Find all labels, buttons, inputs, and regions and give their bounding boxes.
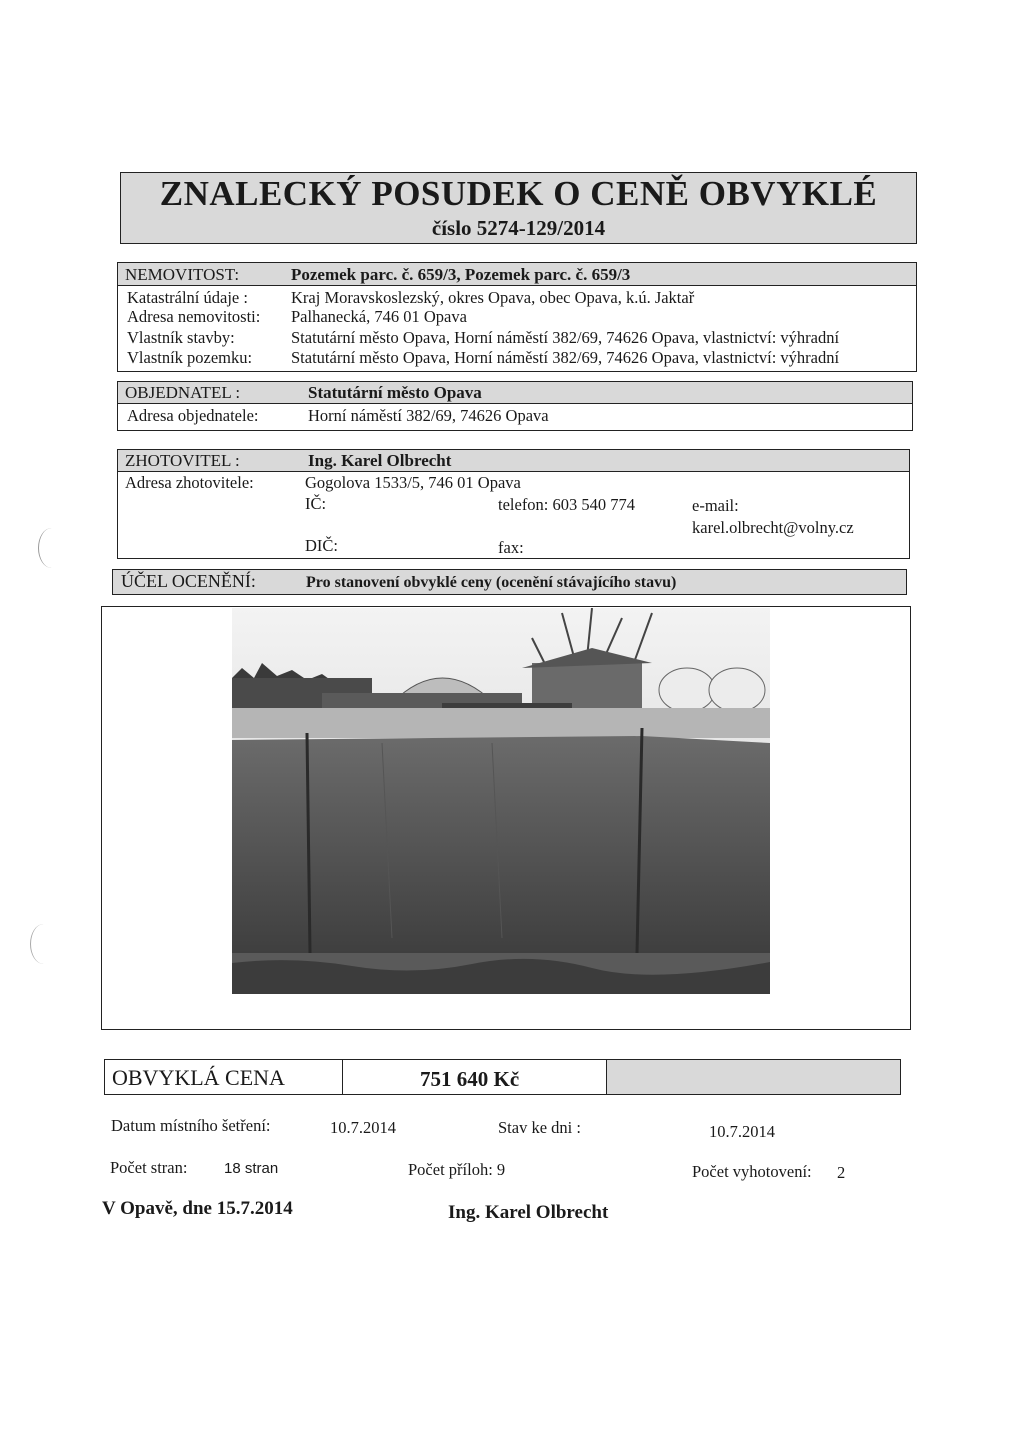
price-divider-2 [606, 1059, 607, 1095]
survey-date-value: 10.7.2014 [330, 1118, 396, 1137]
property-header-label: NEMOVITOST: [125, 265, 240, 284]
property-divider [117, 285, 917, 286]
ic-label: IČ: [305, 494, 327, 513]
purpose-value: Pro stanovení obvyklé ceny (ocenění stávajícího stavu) [306, 574, 677, 591]
property-photo [232, 608, 770, 994]
client-address-value: Horní náměstí 382/69, 74626 Opava [308, 406, 549, 425]
email-value: karel.olbrecht@volny.cz [692, 518, 854, 537]
price-value: 751 640 Kč [420, 1067, 520, 1091]
place-date: V Opavě, dne 15.7.2014 [102, 1198, 293, 1219]
property-header-value: Pozemek parc. č. 659/3, Pozemek parc. č. 659/3 [291, 265, 631, 284]
land-owner-label: Vlastník pozemku: [127, 348, 253, 367]
client-header-value: Statutární město Opava [308, 383, 482, 402]
cadastral-label: Katastrální údaje : [127, 288, 248, 307]
pages-label: Počet stran: [110, 1158, 188, 1177]
document-number: číslo 5274-129/2014 [431, 216, 606, 240]
pages-value: 18 stran [224, 1160, 279, 1177]
price-divider-1 [342, 1059, 343, 1095]
contractor-header-label: ZHOTOVITEL : [125, 451, 240, 470]
price-label: OBVYKLÁ CENA [112, 1065, 285, 1090]
contractor-divider [117, 471, 910, 472]
contractor-address-value: Gogolova 1533/5, 746 01 Opava [305, 473, 521, 492]
document-title: ZNALECKÝ POSUDEK O CENĚ OBVYKLÉ [159, 174, 878, 213]
state-date-label: Stav ke dni : [498, 1118, 581, 1137]
contractor-header-value: Ing. Karel Olbrecht [308, 451, 452, 470]
attachments-label: Počet příloh: 9 [408, 1160, 506, 1179]
building-owner-value: Statutární město Opava, Horní náměstí 382/69, 74626 Opava, vlastnictví: výhradní [291, 328, 840, 347]
punch-hole-bottom [30, 924, 57, 964]
copies-value: 2 [837, 1163, 846, 1182]
property-address-label: Adresa nemovitosti: [127, 307, 261, 326]
state-date-value: 10.7.2014 [709, 1122, 775, 1141]
purpose-label: ÚČEL OCENĚNÍ: [121, 571, 256, 591]
survey-date-label: Datum místního šetření: [111, 1116, 271, 1135]
copies-label: Počet vyhotovení: [692, 1162, 812, 1181]
client-address-label: Adresa objednatele: [127, 406, 259, 425]
building-owner-label: Vlastník stavby: [127, 328, 235, 347]
signature-name: Ing. Karel Olbrecht [448, 1202, 609, 1223]
client-divider [117, 403, 913, 404]
cadastral-value: Kraj Moravskoslezský, okres Opava, obec Opava, k.ú. Jaktař [291, 288, 695, 307]
land-owner-value: Statutární město Opava, Horní náměstí 382/69, 74626 Opava, vlastnictví: výhradní [291, 348, 840, 367]
property-address-value: Palhanecká, 746 01 Opava [291, 307, 467, 326]
client-header-label: OBJEDNATEL : [125, 383, 241, 402]
price-filler [607, 1060, 900, 1094]
contractor-address-label: Adresa zhotovitele: [125, 473, 254, 492]
fax-label: fax: [498, 538, 524, 557]
email-label: e-mail: [692, 496, 739, 515]
dic-label: DIČ: [305, 536, 338, 555]
phone-value: telefon: 603 540 774 [498, 495, 636, 514]
punch-hole-top [38, 528, 65, 568]
